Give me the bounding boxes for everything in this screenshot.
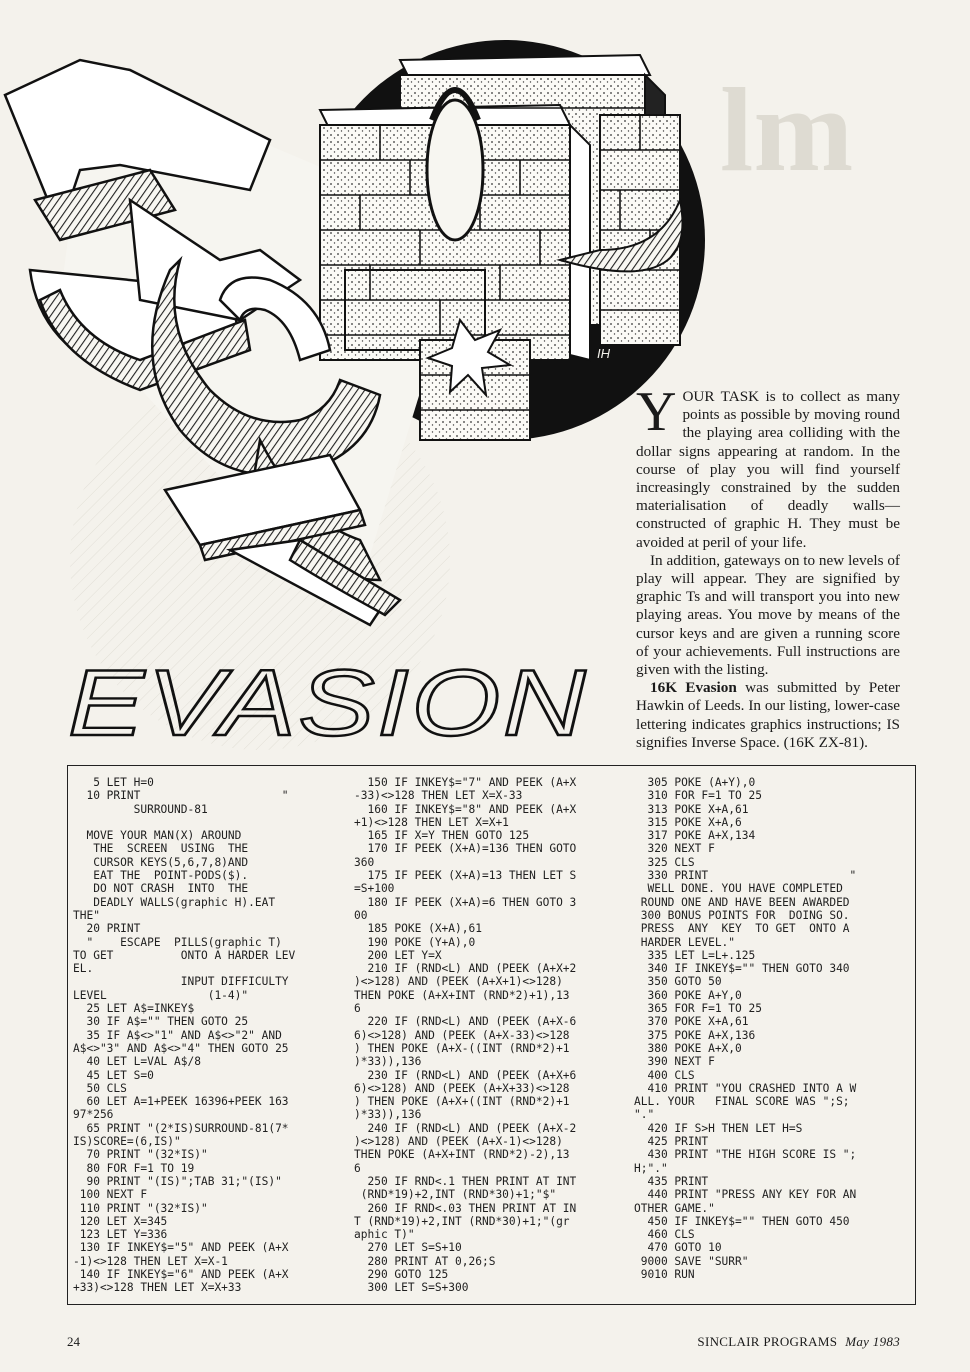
listing-column-1: 5 LET H=0 10 PRINT " SURROUND-81 MOVE YOUR MAN(X) AROUND THE SCREEN USING THE CURSOR KEYS(5,6,7,8)AND EAT THE POINT-PODS($). DO NOT CRASH INTO THE DEADLY WALLS(graphic H).EAT THE" 20 PRINT " ESCAPE PILLS(graphic T) TO GET ONTO A HARDER LEV EL. INPUT DIFFICULTY LEVEL (1-4)" 25 LET A$=INKEY$ 30 IF A$="" THEN GOTO 25 35 IF A$<>"1" AND A$<>"2" AND A$<>"3" AND A$<>"4" THEN GOTO 25 40 LET L=VAL A$/8 45 LET S=0 50 CLS 60 LET A=1+PEEK 16396+PEEK 163 97*256 65 PRINT "(2*IS)SURROUND-81(7* IS)SCORE=(6,IS)" 70 PRINT "(32*IS)" 80 FOR F=1 TO 19 90 PRINT "(IS)";TAB 31;"(IS)" 100 NEXT F 110 PRINT "(32*IS)" 120 LET X=345 123 LET Y=336 130 IF INKEY$="5" AND PEEK (A+X -1)<>128 THEN LET X=X-1 140 IF INKEY$="6" AND PEEK (A+X +33)<>128 THEN LET X=X+33 <box>73 776 296 1295</box>
drop-cap: Y <box>636 381 677 443</box>
svg-text:lm: lm <box>720 63 854 196</box>
intro-paragraph-1: YOUR TASK is to collect as many points as possible by moving round the playing area colliding with the dollar signs appearing at random. In the course of play you will find yourself increasingly constrained by the sudden materialisation of deadly walls—constructed of graphic H. They must be avoided at peril of your life. <box>636 381 900 551</box>
program-listing <box>67 765 916 1305</box>
issue-date: May 1983 <box>845 1334 900 1349</box>
magazine-footer <box>697 1334 900 1350</box>
page-title: EVASION <box>68 650 588 755</box>
program-name: 16K Evasion <box>650 679 737 697</box>
listing-column-2: 150 IF INKEY$="7" AND PEEK (A+X -33)<>128 THEN LET X=X-33 160 IF INKEY$="8" AND PEEK (A+X +1)<>128 THEN LET X=X+1 165 IF X=Y THEN GOTO 125 170 IF PEEK (X+A)=136 THEN GOTO 360 175 IF PEEK (X+A)=13 THEN LET S =S+100 180 IF PEEK (X+A)=6 THEN GOTO 3 00 185 POKE (X+A),61 190 POKE (Y+A),0 200 LET Y=X 210 IF (RND<L) AND (PEEK (A+X+2 )<>128) AND (PEEK (A+X+1)<>128) THEN POKE (A+X+INT (RND*2)+1),13 6 220 IF (RND<L) AND (PEEK (A+X-6 6)<>128) AND (PEEK (A+X-33)<>128 ) THEN POKE (A+X-((INT (RND*2)+1 )*33)),136 230 IF (RND<L) AND (PEEK (A+X+6 6)<>128) AND (PEEK (A+X+33)<>128 ) THEN POKE (A+X+((INT (RND*2)+1 )*33)),136 240 IF (RND<L) AND (PEEK (A+X-2 )<>128) AND (PEEK (A+X-1)<>128) THEN POKE (A+X+INT (RND*2)-2),13 6 250 IF RND<.1 THEN PRINT AT INT (RND*19)+2,INT (RND*30)+1;"$" 260 IF RND<.03 THEN PRINT AT IN T (RND*19)+2,INT (RND*30)+1;"(gr aphic T)" 270 LET S=S+10 280 PRINT AT 0,26;S 290 GOTO 125 300 LET S=S+300 <box>354 776 577 1295</box>
page-number: 24 <box>67 1334 80 1349</box>
intro-paragraph-3: 16K Evasion was submitted by Peter Hawkin of Leeds. In our listing, lower-case lettering indicates graphics instructions; IS signifies Inverse Space. (16K ZX-81). <box>636 679 900 751</box>
magazine-name: SINCLAIR PROGRAMS <box>697 1334 838 1349</box>
listing-column-3: 305 POKE (A+Y),0 310 FOR F=1 TO 25 313 POKE X+A,61 315 POKE X+A,6 317 POKE A+X,134 320 NEXT F 325 CLS 330 PRINT " WELL DONE. YOU HAVE COMPLETED ROUND ONE AND HAVE BEEN AWARDED 300 BONUS POINTS FOR DOING SO. PRESS ANY KEY TO GET ONTO A HARDER LEVEL." 335 LET L=L+.125 340 IF INKEY$="" THEN GOTO 340 350 GOTO 50 360 POKE A+Y,0 365 FOR F=1 TO 25 370 POKE X+A,61 375 POKE A+X,136 380 POKE A+X,0 390 NEXT F 400 CLS 410 PRINT "YOU CRASHED INTO A W ALL. YOUR FINAL SCORE WAS ";S; "." 420 IF S>H THEN LET H=S 425 PRINT 430 PRINT "THE HIGH SCORE IS "; H;"." 435 PRINT 440 PRINT "PRESS ANY KEY FOR AN OTHER GAME." 450 IF INKEY$="" THEN GOTO 450 460 CLS 470 GOTO 10 9000 SAVE "SURR" 9010 RUN <box>634 776 857 1281</box>
intro-paragraph-2: In addition, gateways on to new levels of play will appear. They are signified by graphic Ts and will transport you into new playing areas. You move by means of the cursor keys and are given a running score of your achievements. Full instructions are given with the listing. <box>636 551 900 679</box>
artist-signature: IH <box>597 346 610 361</box>
intro-text <box>636 381 900 752</box>
